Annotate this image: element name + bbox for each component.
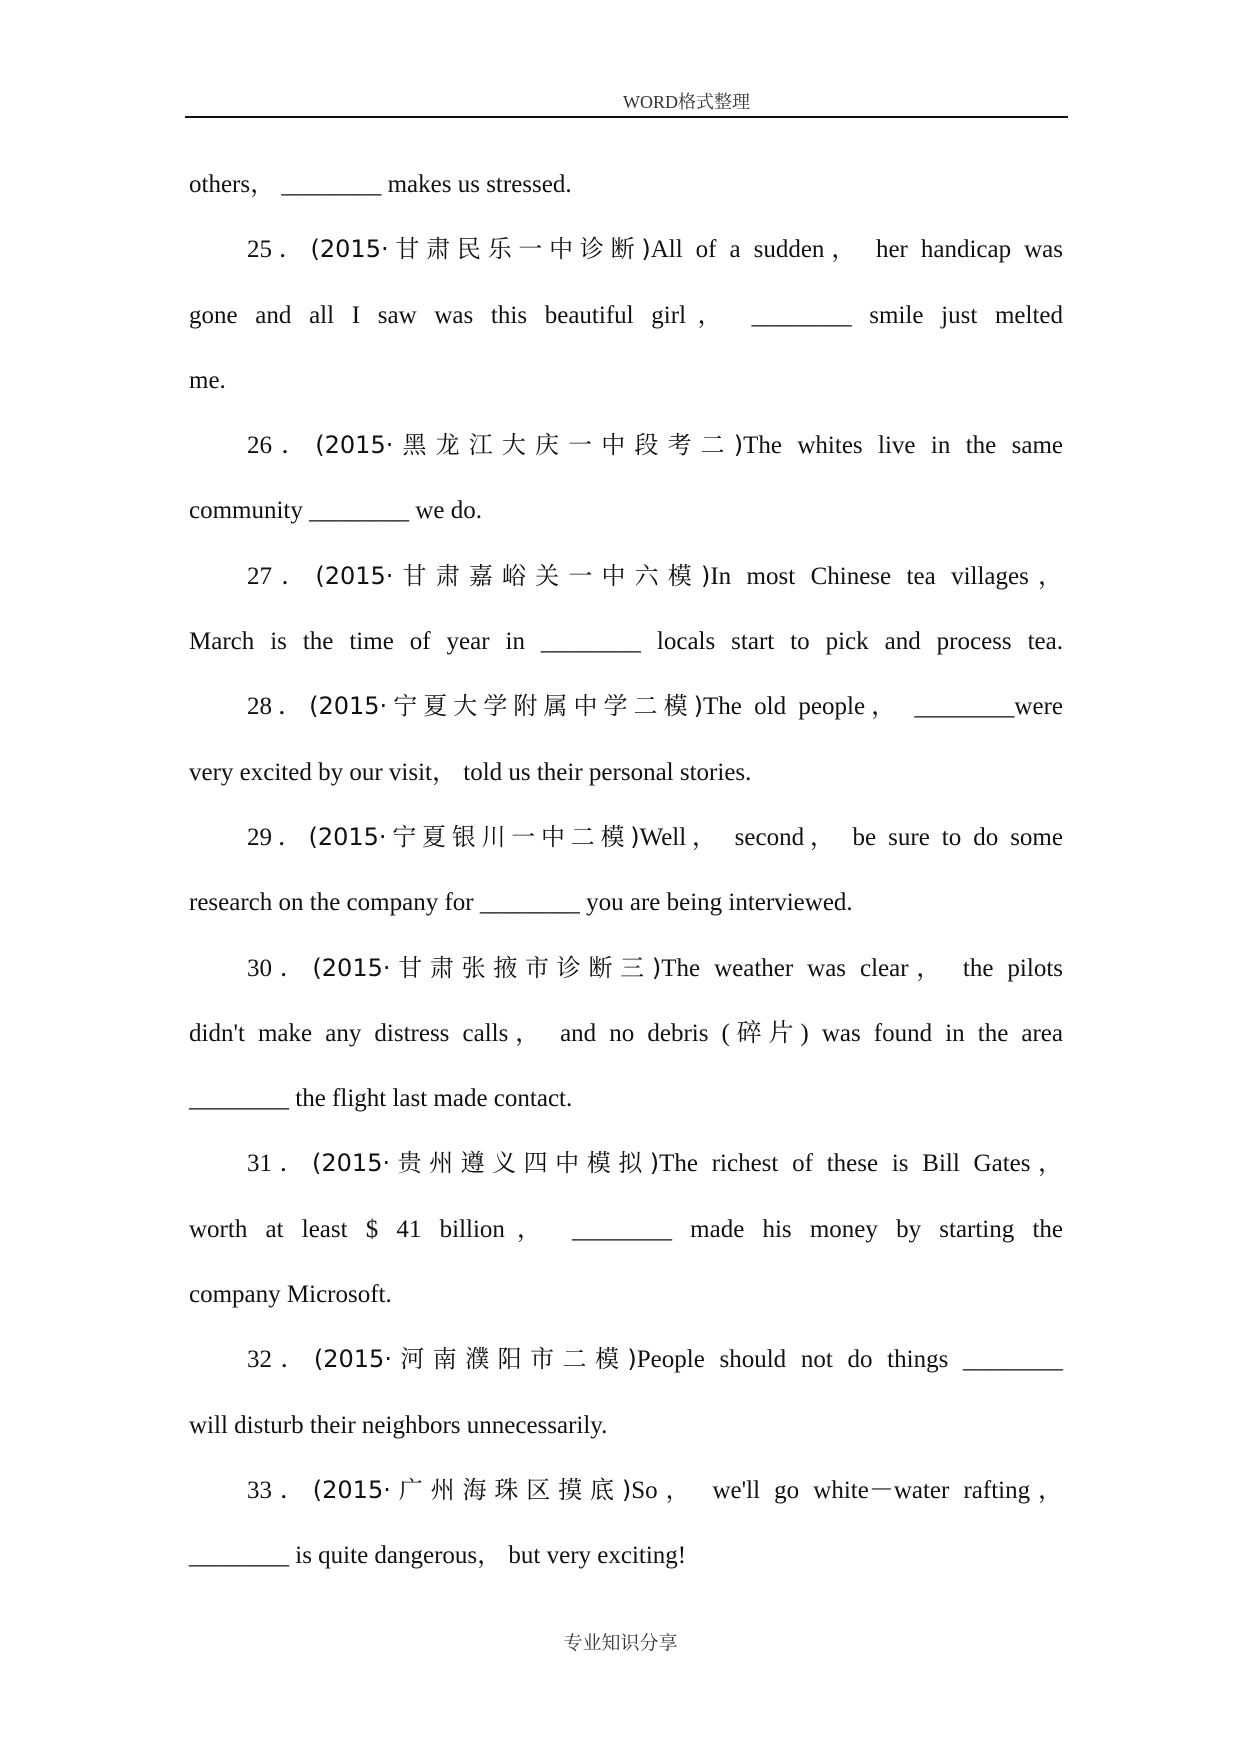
question-line: [189, 544, 1063, 609]
question-number: 33．: [247, 1476, 313, 1504]
question-line: [189, 217, 1063, 282]
question-text: The richest of these is Bill Gates，: [659, 1150, 1063, 1178]
question-source: (2015·宁夏银川一中二模): [308, 822, 640, 851]
question-text: All of a sudden， her handicap was: [650, 236, 1063, 264]
question-number: 28．: [247, 693, 310, 721]
text-line: company Microsoft.: [189, 1281, 392, 1309]
question-line: [189, 1327, 1063, 1392]
question-number: 26．: [247, 432, 316, 460]
header-title: WORD格式整理: [623, 92, 750, 112]
question-source: (2015·河南濮阳市二模): [313, 1345, 637, 1374]
page-header: [185, 86, 1068, 118]
question-source: (2015·甘肃嘉峪关一中六模): [315, 561, 711, 590]
exercise-content: [189, 152, 1063, 1589]
question-number: 27．: [247, 562, 316, 590]
question-source: (2015·广州海珠区摸底): [312, 1475, 632, 1504]
question-source: (2015·贵州遵义四中模拟): [312, 1149, 660, 1178]
question-line: [189, 413, 1063, 478]
text-line: community ________ we do.: [189, 497, 483, 525]
question-text: The old people， ________were: [703, 693, 1063, 721]
question-number: 30．: [247, 954, 313, 982]
text-line: me.: [189, 366, 226, 394]
question-source: (2015·甘肃张掖市诊断三): [312, 953, 662, 982]
text-line: others， ________ makes us stressed.: [189, 171, 572, 198]
question-line: [189, 674, 1063, 739]
question-text: The weather was clear， the pilots: [661, 954, 1063, 982]
text-line: worth at least $ 41 billion， ________ made his money by starting the: [189, 1215, 1063, 1243]
question-source: (2015·黑龙江大庆一中段考二): [315, 431, 744, 460]
question-line: [189, 1458, 1063, 1523]
question-text: So， we'll go white－water rafting，: [631, 1476, 1063, 1504]
question-number: 32．: [247, 1346, 314, 1374]
question-number: 29．: [247, 823, 309, 851]
question-text: The whites live in the same: [743, 432, 1063, 460]
page-footer: 专业知识分享: [563, 1633, 678, 1654]
text-line: didn't make any distress calls， and no debris (碎片) was found in the area: [189, 1019, 1063, 1047]
text-line: ________ is quite dangerous， but very exciting!: [189, 1542, 687, 1570]
question-text: Well， second， be sure to do some: [639, 823, 1063, 851]
text-line: very excited by our visit， told us their personal stories.: [189, 758, 752, 786]
question-number: 31．: [247, 1150, 313, 1178]
question-number: 25．: [247, 236, 311, 264]
text-line: research on the company for ________ you are being interviewed.: [189, 889, 853, 917]
text-line: gone and all I saw was this beautiful girl， ________ smile just melted: [189, 301, 1063, 329]
text-line: ________ the flight last made contact.: [189, 1085, 573, 1113]
question-line: [189, 1131, 1063, 1196]
question-source: (2015·宁夏大学附属中学二模): [309, 692, 703, 721]
text-line: March is the time of year in ________ locals start to pick and process tea.: [189, 628, 1063, 656]
question-line: [189, 936, 1063, 1001]
text-line: will disturb their neighbors unnecessarily.: [189, 1411, 608, 1439]
question-text: People should not do things ________: [636, 1346, 1063, 1374]
question-text: In most Chinese tea villages，: [710, 562, 1063, 590]
question-line: [189, 805, 1063, 870]
question-source: (2015·甘肃民乐一中诊断): [310, 235, 651, 264]
